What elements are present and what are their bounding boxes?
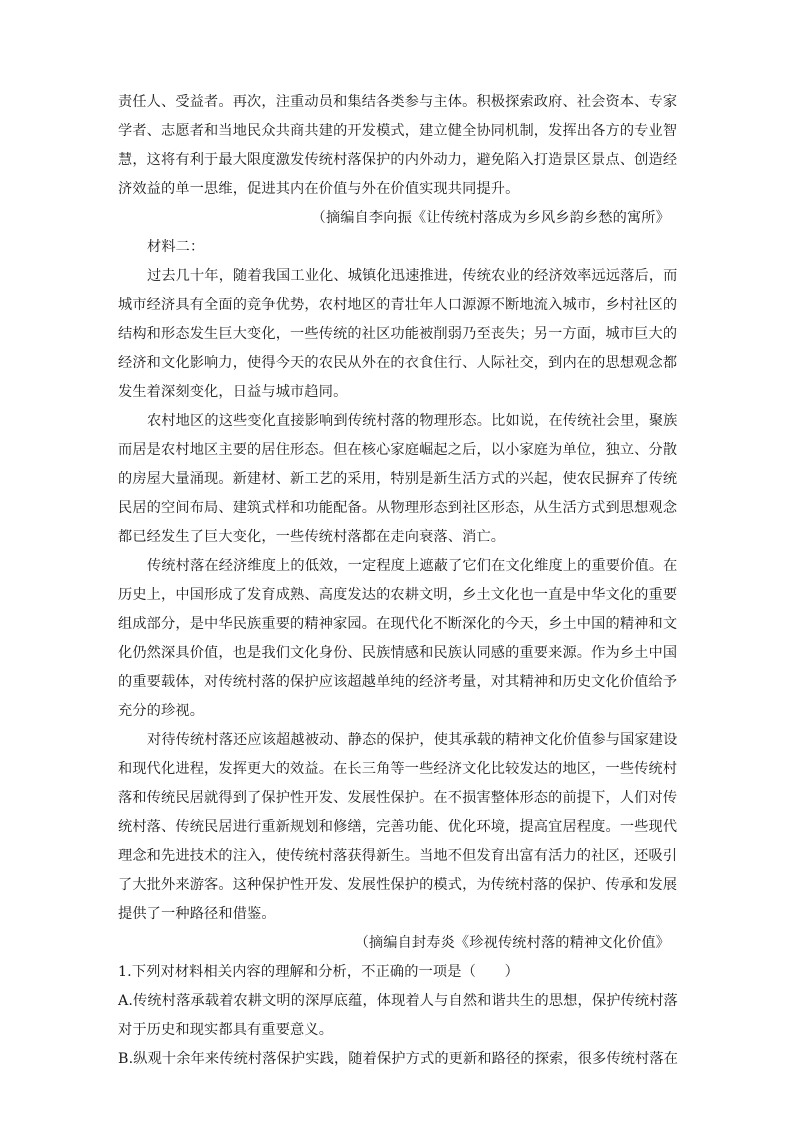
text-line: 经济和文化影响力，使得今天的农民从外在的衣食住行、人际社交，到内在的思想观念都 xyxy=(118,355,678,371)
text-line: 城市经济具有全面的竞争优势，农村地区的青壮年人口源源不断地流入城市，乡村社区的 xyxy=(118,297,678,313)
paragraph xyxy=(118,407,678,552)
text-line: 济效益的单一思维，促进其内在价值与外在价值实现共同提升。 xyxy=(118,181,520,197)
material2 xyxy=(118,233,678,958)
option-b xyxy=(118,1045,679,1074)
option-text-line: A.传统村落承载着农耕文明的深厚底蕴，体现着人与自然和谐共生的思想，保护传统村落 xyxy=(118,993,678,1009)
paragraph xyxy=(118,262,678,407)
paragraph xyxy=(118,552,678,726)
source-citation: （摘编自李向振《让传统村落成为乡风乡韵乡愁的寓所》 xyxy=(311,210,670,226)
text-line: 过去几十年，随着我国工业化、城镇化迅速推进，传统农业的经济效率远远落后，而 xyxy=(147,268,678,284)
text-line: 民居的空间布局、建筑式样和功能配备。从物理形态到社区形态，从生活方式到思想观念 xyxy=(118,500,678,516)
text-line: 组成部分，是中华民族重要的精神家园。在现代化不断深化的今天，乡土中国的精神和文 xyxy=(118,616,678,632)
text-line: 慧，这将有利于最大限度激发传统村落保护的内外动力，避免陷入打造景区景点、创造经 xyxy=(118,152,678,168)
text-line: 和现代化进程，发挥更大的效益。在长三角等一些经济文化比较发达的地区，一些传统村 xyxy=(118,761,678,777)
source-citation: （摘编自封寿炎《珍视传统村落的精神文化价值》 xyxy=(354,935,670,951)
text-line: 充分的珍视。 xyxy=(118,703,205,719)
text-line: 理念和先进技术的注入，使传统村落获得新生。当地不但发育出富有活力的社区，还吸引 xyxy=(118,848,678,864)
text-line: 农村地区的这些变化直接影响到传统村落的物理形态。比如说，在传统社会里，聚族 xyxy=(147,413,678,429)
option-text-line: 对于历史和现实都具有重要意义。 xyxy=(118,1022,334,1038)
text-line: 传统村落在经济维度上的低效，一定程度上遮蔽了它们在文化维度上的重要价值。在 xyxy=(147,558,678,574)
text-line: 了大批外来游客。这种保护性开发、发展性保护的模式，为传统村落的保护、传承和发展 xyxy=(118,877,678,893)
paragraph xyxy=(118,726,678,929)
text-line: 历史上，中国形成了发育成熟、高度发达的农耕文明，乡土文化也一直是中华文化的重要 xyxy=(118,587,678,603)
text-line: 对待传统村落还应该超越被动、静态的保护，使其承载的精神文化价值参与国家建设 xyxy=(147,732,678,748)
text-line: 发生着深刻变化，日益与城市趋同。 xyxy=(118,384,348,400)
document-page xyxy=(118,88,679,1074)
question-stem: 1.下列对材料相关内容的理解和分析，不正确的一项是（ ） xyxy=(118,964,519,980)
text-line: 化仍然深具价值，也是我们文化身份、民族情感和民族认同感的重要来源。作为乡土中国 xyxy=(118,645,678,661)
text-line: 都已经发生了巨大变化，一些传统村落都在走向衰落、消亡。 xyxy=(118,529,506,545)
text-line: 的重要载体，对传统村落的保护应该超越单纯的经济考量，对其精神和历史文化价值给予 xyxy=(118,674,678,690)
section-heading: 材料二： xyxy=(147,239,205,255)
text-line: 统村落、传统民居进行重新规划和修缮，完善功能、优化环境，提高宜居程度。一些现代 xyxy=(118,819,678,835)
text-line: 而居是农村地区主要的居住形态。但在核心家庭崛起之后，以小家庭为单位，独立、分散 xyxy=(118,442,678,458)
text-line: 的房屋大量涌现。新建材、新工艺的采用，特别是新生活方式的兴起，使农民摒弃了传统 xyxy=(118,471,678,487)
text-line: 落和传统民居就得到了保护性开发、发展性保护。在不损害整体形态的前提下，人们对传 xyxy=(118,790,678,806)
option-text-line: B.纵观十余年来传统村落保护实践，随着保护方式的更新和路径的探索，很多传统村落在 xyxy=(118,1051,679,1067)
text-line: 责任人、受益者。再次，注重动员和集结各类参与主体。积极探索政府、社会资本、专家 xyxy=(118,94,678,110)
material1-tail xyxy=(118,88,678,233)
text-line: 结构和形态发生巨大变化，一些传统的社区功能被削弱乃至丧失；另一方面，城市巨大的 xyxy=(118,326,678,342)
question-1 xyxy=(118,958,679,1074)
option-a xyxy=(118,987,678,1045)
text-line: 学者、志愿者和当地民众共商共建的开发模式，建立健全协同机制，发挥出各方的专业智 xyxy=(118,123,678,139)
text-line: 提供了一种路径和借鉴。 xyxy=(118,906,276,922)
